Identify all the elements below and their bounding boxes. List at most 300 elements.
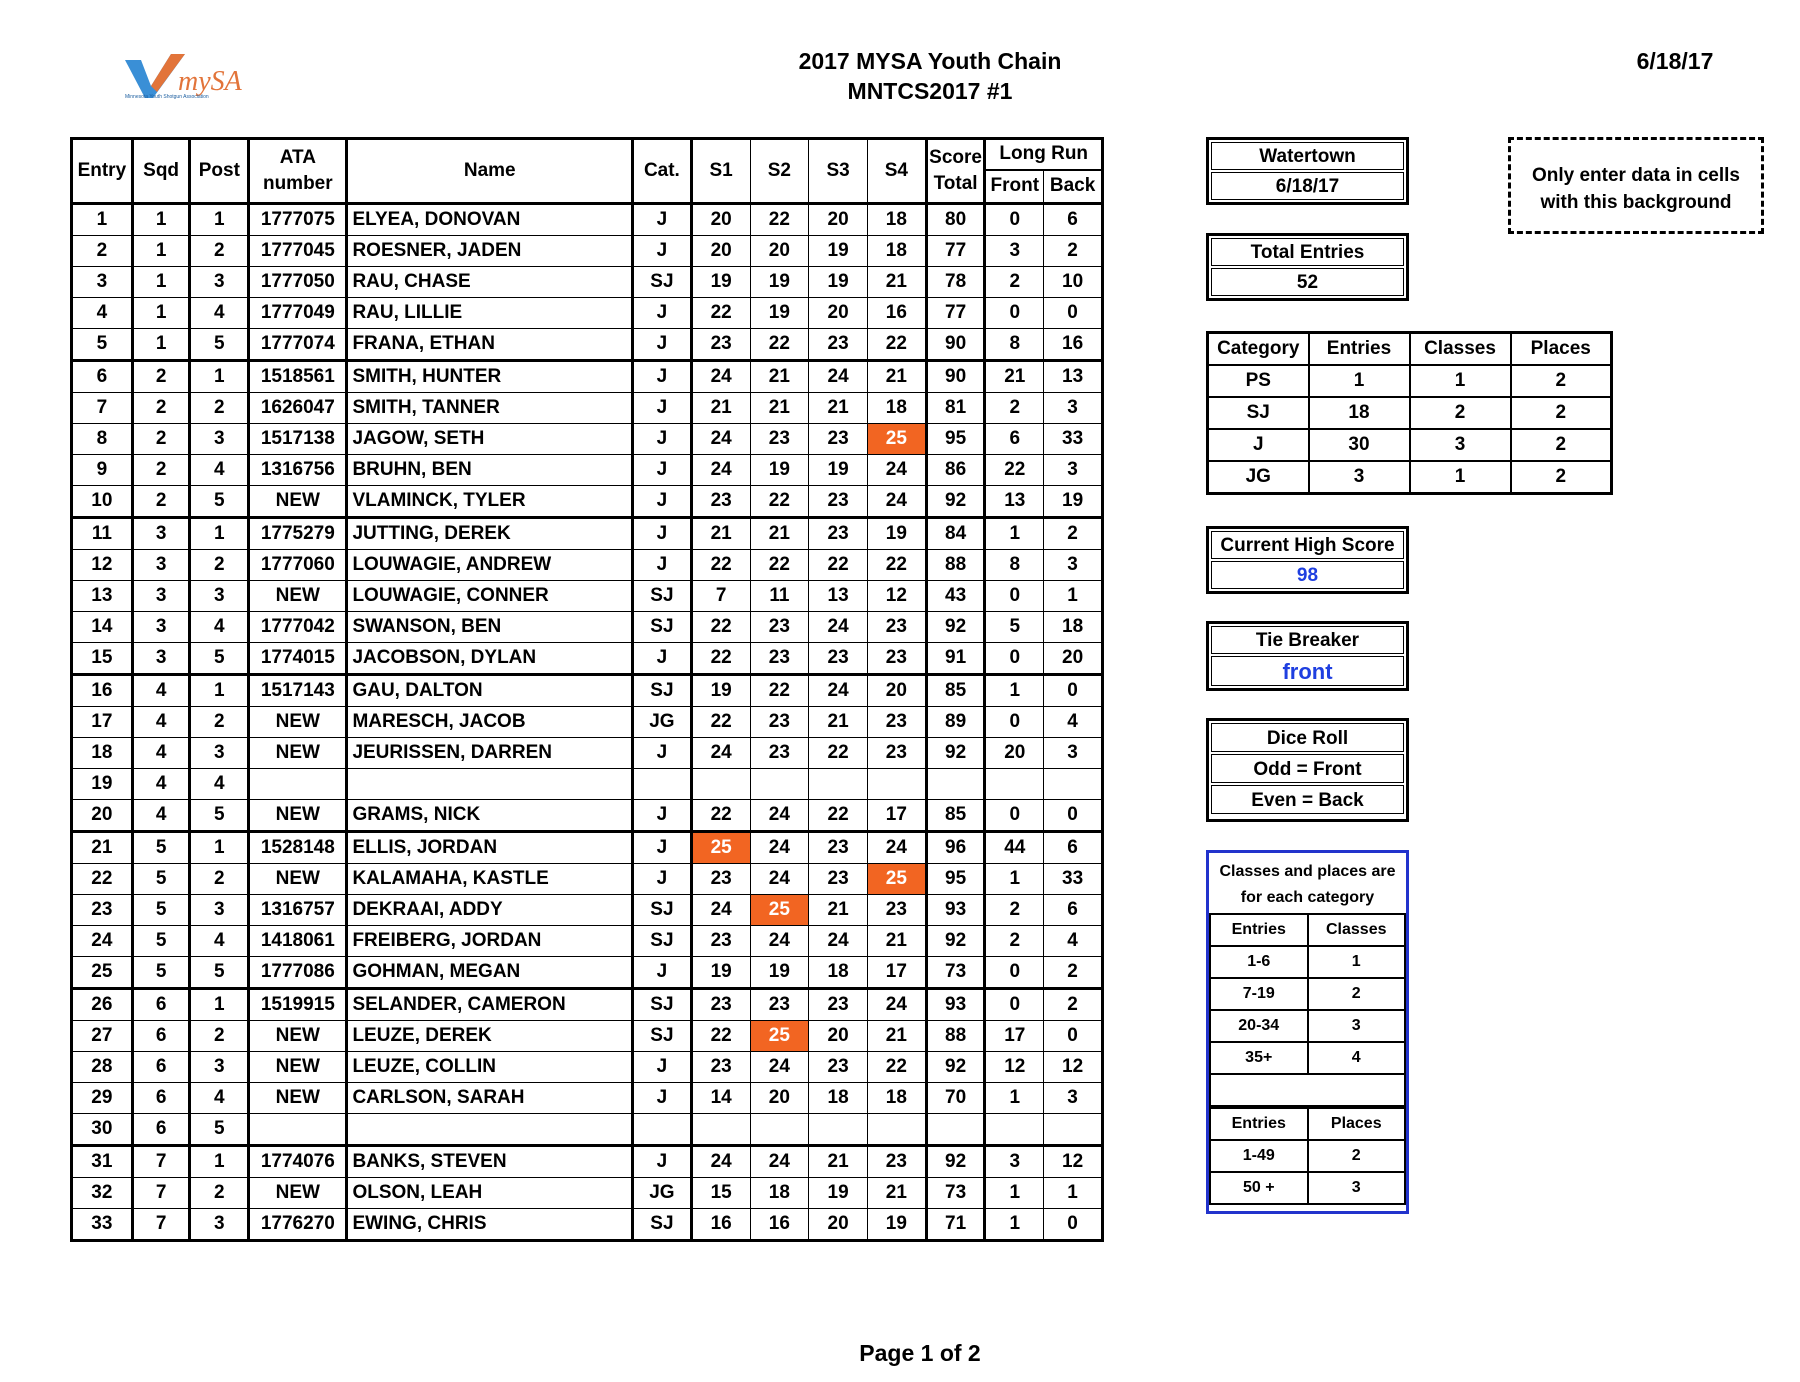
table-row xyxy=(72,643,1103,675)
cell-ata: 1518561 xyxy=(249,361,347,393)
cell-back: 1 xyxy=(1044,581,1103,612)
category-table-body xyxy=(1208,333,1612,494)
cell-name: SWANSON, BEN xyxy=(347,612,633,643)
cell-cat: J xyxy=(633,393,692,424)
cell-entry: 17 xyxy=(72,707,133,738)
cell-cat: J xyxy=(633,204,692,236)
cell-name: RAU, LILLIE xyxy=(347,298,633,329)
cell-entry: 32 xyxy=(72,1178,133,1209)
cell-entry: 7 xyxy=(72,393,133,424)
cell-sqd: 7 xyxy=(132,1209,190,1241)
cell-ata: 1777086 xyxy=(249,957,347,989)
cell-total: 96 xyxy=(926,832,985,864)
classes-info-line-1: Classes and places are xyxy=(1219,863,1396,880)
cell-cat: J xyxy=(633,864,692,895)
cell-post: 4 xyxy=(190,769,249,800)
table-row xyxy=(72,1146,1103,1178)
classes-row xyxy=(1210,1042,1405,1074)
cell-sqd: 2 xyxy=(132,361,190,393)
cell-s3: 23 xyxy=(809,1052,868,1083)
classes-cell: 35+ xyxy=(1210,1042,1308,1074)
cell-name: LOUWAGIE, ANDREW xyxy=(347,550,633,581)
cell-s1: 22 xyxy=(691,800,750,832)
cell-s3: 22 xyxy=(809,738,868,769)
cell-s4 xyxy=(867,1114,926,1146)
category-header-row xyxy=(1208,333,1612,366)
cell-front: 17 xyxy=(985,1021,1044,1052)
cell-s2: 18 xyxy=(750,1178,809,1209)
cell-total: 91 xyxy=(926,643,985,675)
cell-back: 0 xyxy=(1044,800,1103,832)
cell-cat: J xyxy=(633,1052,692,1083)
cell-sqd: 3 xyxy=(132,518,190,550)
cell-s4: 18 xyxy=(867,236,926,267)
cell-sqd: 4 xyxy=(132,769,190,800)
table-row xyxy=(72,329,1103,361)
cell-total: 95 xyxy=(926,424,985,455)
scores-table xyxy=(70,137,1104,1242)
cell-front: 5 xyxy=(985,612,1044,643)
cell-name: RAU, CHASE xyxy=(347,267,633,298)
cell-total xyxy=(926,1114,985,1146)
cell-s1: 20 xyxy=(691,204,750,236)
logo-text: mySA xyxy=(178,66,242,97)
cell-s3: 21 xyxy=(809,1146,868,1178)
cell-front: 1 xyxy=(985,518,1044,550)
cell-name: VLAMINCK, TYLER xyxy=(347,486,633,518)
cell-post: 2 xyxy=(190,1021,249,1052)
cell-s3: 18 xyxy=(809,957,868,989)
cell-front: 1 xyxy=(985,864,1044,895)
category-row xyxy=(1208,461,1612,494)
cell-back xyxy=(1044,769,1103,800)
classes-cell: 1-6 xyxy=(1210,946,1308,978)
cell-post: 3 xyxy=(190,1052,249,1083)
cell-s2: 25 xyxy=(750,895,809,926)
cell-cat: SJ xyxy=(633,612,692,643)
cell-back: 2 xyxy=(1044,989,1103,1021)
cell-sqd: 4 xyxy=(132,738,190,769)
table-row xyxy=(72,424,1103,455)
cell-post: 2 xyxy=(190,550,249,581)
cell-sqd: 1 xyxy=(132,236,190,267)
mysa-logo xyxy=(123,46,263,106)
cell-cat: SJ xyxy=(633,895,692,926)
cell-s3: 22 xyxy=(809,550,868,581)
cell-front: 22 xyxy=(985,455,1044,486)
cell-s4: 23 xyxy=(867,612,926,643)
dice-roll-odd: Odd = Front xyxy=(1211,754,1404,783)
cell-ata: 1776270 xyxy=(249,1209,347,1241)
cell-cat: SJ xyxy=(633,926,692,957)
cell-post: 1 xyxy=(190,204,249,236)
cell-entry: 23 xyxy=(72,895,133,926)
cell-s2: 16 xyxy=(750,1209,809,1241)
classes-cell: 1 xyxy=(1308,946,1406,978)
cell-s4: 21 xyxy=(867,1021,926,1052)
cell-total: 92 xyxy=(926,612,985,643)
cell-ata: NEW xyxy=(249,486,347,518)
table-row xyxy=(72,393,1103,424)
cell-s1: 24 xyxy=(691,895,750,926)
header-post: Post xyxy=(190,139,249,204)
cell-s3: 21 xyxy=(809,707,868,738)
classes-cell: 3 xyxy=(1308,1010,1406,1042)
cell-s1: 23 xyxy=(691,1052,750,1083)
cell-s4: 12 xyxy=(867,581,926,612)
cell-sqd: 7 xyxy=(132,1146,190,1178)
cell-name: ELYEA, DONOVAN xyxy=(347,204,633,236)
header-cat: Cat. xyxy=(633,139,692,204)
tie-breaker-box xyxy=(1206,621,1409,691)
cell-ata: 1777045 xyxy=(249,236,347,267)
places-cell: 50 + xyxy=(1210,1172,1308,1204)
cell-cat: SJ xyxy=(633,267,692,298)
cell-s4: 16 xyxy=(867,298,926,329)
cell-name: KALAMAHA, KASTLE xyxy=(347,864,633,895)
cell-s2: 23 xyxy=(750,989,809,1021)
table-row xyxy=(72,1178,1103,1209)
cell-s1: 22 xyxy=(691,707,750,738)
cell-cat: SJ xyxy=(633,675,692,707)
cell-s2: 23 xyxy=(750,424,809,455)
cell-s2: 24 xyxy=(750,832,809,864)
header-back: Back xyxy=(1044,170,1103,204)
cell-back: 6 xyxy=(1044,895,1103,926)
cell-s1: 23 xyxy=(691,926,750,957)
cell-front: 2 xyxy=(985,895,1044,926)
cell-cat: J xyxy=(633,643,692,675)
cell-s4: 17 xyxy=(867,800,926,832)
table-row xyxy=(72,486,1103,518)
cell-s3: 18 xyxy=(809,1083,868,1114)
cell-s2: 11 xyxy=(750,581,809,612)
cell-s4: 24 xyxy=(867,989,926,1021)
cell-name: BANKS, STEVEN xyxy=(347,1146,633,1178)
cell-s1: 23 xyxy=(691,329,750,361)
cell-name: GAU, DALTON xyxy=(347,675,633,707)
cell-sqd: 2 xyxy=(132,455,190,486)
category-header: Places xyxy=(1511,333,1612,366)
cell-back: 3 xyxy=(1044,738,1103,769)
cell-s2: 22 xyxy=(750,204,809,236)
cell-s4: 18 xyxy=(867,393,926,424)
cell-sqd: 6 xyxy=(132,1052,190,1083)
cell-s1: 23 xyxy=(691,864,750,895)
cell-entry: 14 xyxy=(72,612,133,643)
cell-name: ROESNER, JADEN xyxy=(347,236,633,267)
cell-sqd: 5 xyxy=(132,832,190,864)
places-row xyxy=(1210,1172,1405,1204)
cell-entry: 22 xyxy=(72,864,133,895)
cell-back: 13 xyxy=(1044,361,1103,393)
cell-entry: 5 xyxy=(72,329,133,361)
table-row xyxy=(72,612,1103,643)
cell-s4: 23 xyxy=(867,1146,926,1178)
cell-s3: 23 xyxy=(809,424,868,455)
table-row xyxy=(72,738,1103,769)
cell-s4: 22 xyxy=(867,550,926,581)
cell-ata: NEW xyxy=(249,864,347,895)
cell-s3: 22 xyxy=(809,800,868,832)
category-cell: 1 xyxy=(1410,365,1511,397)
cell-s3: 20 xyxy=(809,298,868,329)
cell-ata: NEW xyxy=(249,800,347,832)
category-table xyxy=(1206,331,1613,495)
cell-s3 xyxy=(809,769,868,800)
cell-s4: 21 xyxy=(867,267,926,298)
cell-back: 3 xyxy=(1044,1083,1103,1114)
cell-name: JACOBSON, DYLAN xyxy=(347,643,633,675)
cell-s2: 19 xyxy=(750,957,809,989)
places-table xyxy=(1209,1107,1406,1205)
cell-s4: 24 xyxy=(867,832,926,864)
data-entry-note xyxy=(1508,137,1764,234)
cell-post: 1 xyxy=(190,989,249,1021)
note-line-2: with this background xyxy=(1540,192,1732,213)
cell-s1: 24 xyxy=(691,455,750,486)
cell-s4: 18 xyxy=(867,1083,926,1114)
category-cell: 1 xyxy=(1410,461,1511,494)
cell-s1: 19 xyxy=(691,675,750,707)
cell-s2: 22 xyxy=(750,329,809,361)
cell-back: 1 xyxy=(1044,1178,1103,1209)
cell-total: 80 xyxy=(926,204,985,236)
note-line-1: Only enter data in cells xyxy=(1531,165,1741,186)
cell-s2: 24 xyxy=(750,800,809,832)
cell-s4: 17 xyxy=(867,957,926,989)
cell-s1: 24 xyxy=(691,1146,750,1178)
cell-s3: 23 xyxy=(809,486,868,518)
cell-post: 3 xyxy=(190,738,249,769)
cell-cat: JG xyxy=(633,707,692,738)
cell-ata: 1777075 xyxy=(249,204,347,236)
category-cell: 2 xyxy=(1511,429,1612,461)
total-entries-label: Total Entries xyxy=(1211,238,1404,266)
cell-post: 4 xyxy=(190,455,249,486)
category-cell: 1 xyxy=(1309,365,1410,397)
cell-post: 4 xyxy=(190,612,249,643)
cell-back: 6 xyxy=(1044,832,1103,864)
cell-total: 90 xyxy=(926,329,985,361)
cell-s3 xyxy=(809,1114,868,1146)
cell-ata: 1774015 xyxy=(249,643,347,675)
cell-total: 84 xyxy=(926,518,985,550)
cell-cat: J xyxy=(633,800,692,832)
classes-info-line-2: for each category xyxy=(1240,889,1375,906)
cell-s2: 25 xyxy=(750,1021,809,1052)
cell-front: 0 xyxy=(985,707,1044,738)
cell-s1: 7 xyxy=(691,581,750,612)
header-name: Name xyxy=(347,139,633,204)
cell-name: JEURISSEN, DARREN xyxy=(347,738,633,769)
table-row xyxy=(72,707,1103,738)
table-row xyxy=(72,361,1103,393)
cell-post: 2 xyxy=(190,393,249,424)
cell-total: 92 xyxy=(926,1146,985,1178)
cell-total: 71 xyxy=(926,1209,985,1241)
cell-s4: 18 xyxy=(867,204,926,236)
table-row xyxy=(72,895,1103,926)
cell-s1: 15 xyxy=(691,1178,750,1209)
cell-s1: 25 xyxy=(691,832,750,864)
cell-total: 85 xyxy=(926,800,985,832)
cell-s1: 24 xyxy=(691,738,750,769)
table-row xyxy=(72,581,1103,612)
cell-post: 4 xyxy=(190,926,249,957)
cell-front: 2 xyxy=(985,393,1044,424)
table-row xyxy=(72,298,1103,329)
cell-post: 1 xyxy=(190,1146,249,1178)
cell-post: 3 xyxy=(190,267,249,298)
cell-total: 89 xyxy=(926,707,985,738)
cell-ata: 1517143 xyxy=(249,675,347,707)
cell-back: 6 xyxy=(1044,204,1103,236)
dice-roll-label: Dice Roll xyxy=(1211,723,1404,752)
cell-s1: 22 xyxy=(691,612,750,643)
cell-front: 8 xyxy=(985,550,1044,581)
cell-total xyxy=(926,769,985,800)
cell-front: 6 xyxy=(985,424,1044,455)
cell-name: JAGOW, SETH xyxy=(347,424,633,455)
category-cell: PS xyxy=(1208,365,1309,397)
table-row xyxy=(72,864,1103,895)
cell-sqd: 4 xyxy=(132,707,190,738)
cell-s2: 21 xyxy=(750,393,809,424)
cell-s4: 23 xyxy=(867,895,926,926)
cell-ata: 1777049 xyxy=(249,298,347,329)
cell-entry: 3 xyxy=(72,267,133,298)
cell-cat xyxy=(633,1114,692,1146)
cell-post: 3 xyxy=(190,581,249,612)
cell-s2: 23 xyxy=(750,612,809,643)
cell-s2: 22 xyxy=(750,486,809,518)
cell-post: 3 xyxy=(190,1209,249,1241)
category-cell: 3 xyxy=(1410,429,1511,461)
cell-back: 4 xyxy=(1044,707,1103,738)
cell-post: 4 xyxy=(190,298,249,329)
cell-post: 2 xyxy=(190,864,249,895)
cell-cat: J xyxy=(633,832,692,864)
cell-sqd: 1 xyxy=(132,204,190,236)
cell-s2: 20 xyxy=(750,1083,809,1114)
total-entries-box xyxy=(1206,233,1409,301)
cell-back: 3 xyxy=(1044,455,1103,486)
cell-s2: 20 xyxy=(750,236,809,267)
cell-s3: 19 xyxy=(809,236,868,267)
classes-cell: 2 xyxy=(1308,978,1406,1010)
cell-sqd: 2 xyxy=(132,393,190,424)
cell-cat: J xyxy=(633,298,692,329)
cell-s1: 16 xyxy=(691,1209,750,1241)
cell-sqd: 2 xyxy=(132,486,190,518)
cell-s3: 20 xyxy=(809,1209,868,1241)
cell-entry: 1 xyxy=(72,204,133,236)
cell-s4: 23 xyxy=(867,707,926,738)
classes-row xyxy=(1210,978,1405,1010)
cell-back: 2 xyxy=(1044,236,1103,267)
cell-entry: 2 xyxy=(72,236,133,267)
cell-back: 20 xyxy=(1044,643,1103,675)
page-number: Page 1 of 2 xyxy=(859,1340,981,1366)
cell-total: 92 xyxy=(926,926,985,957)
cell-s1: 14 xyxy=(691,1083,750,1114)
cell-name: GOHMAN, MEGAN xyxy=(347,957,633,989)
cell-total: 92 xyxy=(926,486,985,518)
cell-sqd: 2 xyxy=(132,424,190,455)
location-name: Watertown xyxy=(1211,142,1404,170)
cell-front: 20 xyxy=(985,738,1044,769)
cell-s3: 23 xyxy=(809,864,868,895)
category-cell: 2 xyxy=(1511,365,1612,397)
cell-s2: 19 xyxy=(750,267,809,298)
places-row xyxy=(1210,1140,1405,1172)
cell-s2 xyxy=(750,769,809,800)
places-table-body xyxy=(1210,1108,1405,1204)
table-row xyxy=(72,769,1103,800)
cell-post: 5 xyxy=(190,957,249,989)
tie-breaker-value: front xyxy=(1211,656,1404,686)
cell-s3: 23 xyxy=(809,518,868,550)
cell-ata: 1777050 xyxy=(249,267,347,298)
cell-back: 33 xyxy=(1044,424,1103,455)
classes-row xyxy=(1210,1010,1405,1042)
cell-entry: 24 xyxy=(72,926,133,957)
cell-post: 5 xyxy=(190,643,249,675)
places-header-row xyxy=(1210,1108,1405,1140)
places-cell: 1-49 xyxy=(1210,1140,1308,1172)
total-entries-value: 52 xyxy=(1211,268,1404,296)
category-row xyxy=(1208,397,1612,429)
cell-s3: 19 xyxy=(809,1178,868,1209)
cell-name: FRANA, ETHAN xyxy=(347,329,633,361)
cell-cat: J xyxy=(633,455,692,486)
classes-row xyxy=(1210,946,1405,978)
classes-cell: 4 xyxy=(1308,1042,1406,1074)
header-long-run: Long Run xyxy=(985,139,1103,170)
cell-s2: 21 xyxy=(750,361,809,393)
cell-s4: 22 xyxy=(867,329,926,361)
table-row xyxy=(72,926,1103,957)
cell-front: 0 xyxy=(985,643,1044,675)
tie-breaker-label: Tie Breaker xyxy=(1211,626,1404,654)
classes-spacer xyxy=(1209,1075,1406,1107)
cell-post: 1 xyxy=(190,361,249,393)
table-row xyxy=(72,267,1103,298)
cell-total: 43 xyxy=(926,581,985,612)
cell-ata: 1316757 xyxy=(249,895,347,926)
cell-s1: 24 xyxy=(691,424,750,455)
high-score-label: Current High Score xyxy=(1211,531,1404,559)
cell-s4: 25 xyxy=(867,424,926,455)
cell-front: 12 xyxy=(985,1052,1044,1083)
table-row xyxy=(72,832,1103,864)
cell-s4: 24 xyxy=(867,455,926,486)
cell-back: 12 xyxy=(1044,1052,1103,1083)
cell-back: 0 xyxy=(1044,675,1103,707)
cell-name: LOUWAGIE, CONNER xyxy=(347,581,633,612)
cell-s2: 24 xyxy=(750,1146,809,1178)
cell-cat: SJ xyxy=(633,1021,692,1052)
category-cell: 30 xyxy=(1309,429,1410,461)
cell-s3: 24 xyxy=(809,361,868,393)
cell-back: 3 xyxy=(1044,393,1103,424)
classes-header: Entries xyxy=(1210,914,1308,946)
cell-s3: 24 xyxy=(809,926,868,957)
cell-cat: J xyxy=(633,518,692,550)
cell-s4: 24 xyxy=(867,486,926,518)
cell-name: GRAMS, NICK xyxy=(347,800,633,832)
